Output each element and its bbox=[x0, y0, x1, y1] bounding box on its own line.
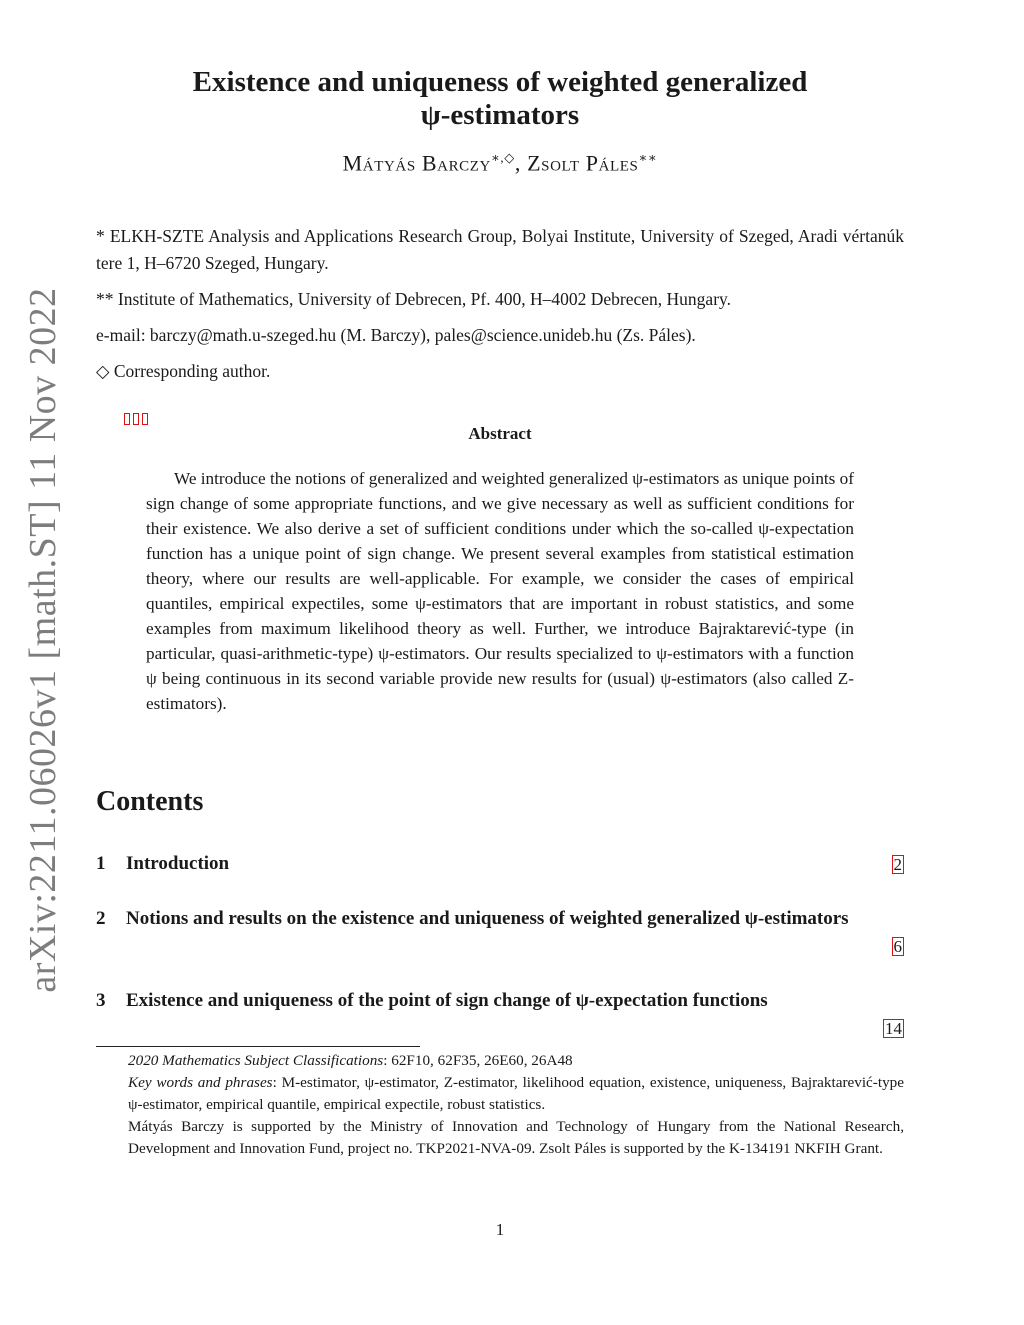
footnote-rule bbox=[96, 1046, 420, 1047]
keywords-label: Key words and phrases bbox=[128, 1074, 273, 1091]
toc-title: Introduction bbox=[126, 853, 230, 874]
toc-entry[interactable] bbox=[96, 987, 904, 1041]
toc-number: 3 bbox=[96, 990, 106, 1011]
toc-number: 2 bbox=[96, 908, 106, 929]
author-1-marks: ∗,◇ bbox=[491, 150, 515, 165]
toc-title: Notions and results on the existence and uniqueness of weighted generalized ψ-estimators bbox=[126, 908, 849, 929]
msc-label: 2020 Mathematics Subject Classifications bbox=[128, 1052, 384, 1069]
toc-page-link[interactable]: 2 bbox=[893, 855, 902, 874]
email-line: e-mail: barczy@math.u-szeged.hu (M. Barczy), pales@science.unideb.hu (Zs. Páles). bbox=[96, 325, 696, 345]
page-number: 1 bbox=[495, 1220, 505, 1239]
abstract-heading: Abstract bbox=[468, 424, 532, 443]
author-2-marks: ∗∗ bbox=[638, 150, 658, 165]
paper-title bbox=[96, 66, 904, 132]
msc-value: : 62F10, 62F35, 26E60, 26A48 bbox=[383, 1052, 573, 1069]
toc-page-link[interactable]: 6 bbox=[893, 937, 902, 956]
title-line-1: Existence and uniqueness of weighted generalized bbox=[192, 66, 808, 98]
abstract-text: We introduce the notions of generalized and weighted generalized ψ-estimators as unique points of sign change of some appropriate functions, and we give necessary as well as sufficient conditions for their existence. We also derive a set of sufficient conditions under which the so-called ψ-expectation function has a unique point of sign change. We present several examples from statistical estimation theory, where our results are well-applicable. For example, we consider the cases of empirical quantiles, empirical expectiles, some ψ-estimators that are important in robust statistics, and some examples from maximum likelihood theory as well. Further, we introduce Bajraktarević-type (in particular, quasi-arithmetic-type) ψ-estimators. Our results specialized to ψ-estimators with a function ψ being continuous in its second variable provide new results for (usual) ψ-estimators (also called Z-estimators). bbox=[146, 469, 854, 713]
author-list bbox=[96, 150, 904, 176]
toc-page-link[interactable]: 14 bbox=[885, 1019, 902, 1038]
msc-footnote bbox=[96, 1050, 904, 1072]
author-1: Mátyás Barczy bbox=[342, 150, 491, 176]
author-2: Zsolt Páles bbox=[527, 150, 639, 176]
toc-title: Existence and uniqueness of the point of sign change of ψ-expectation functions bbox=[126, 990, 768, 1011]
toc-entry[interactable] bbox=[96, 905, 904, 959]
affiliation-2: ** Institute of Mathematics, University of Debrecen, Pf. 400, H–4002 Debrecen, Hungary. bbox=[96, 289, 732, 309]
funding-footnote: Mátyás Barczy is supported by the Ministry of Innovation and Technology of Hungary from the National Research, Development and Innovation Fund, project no. TKP2021-NVA-09. Zsolt Páles is supported by the K-134191 NKFIH Grant. bbox=[128, 1118, 904, 1157]
toc-number: 1 bbox=[96, 853, 106, 874]
author-separator: , bbox=[514, 150, 528, 176]
keywords-value: : M-estimator, ψ-estimator, Z-estimator, likelihood equation, existence, uniqueness, Bajraktarević-type ψ-estimator, empirical quantile, empirical expectile, robust statistics. bbox=[128, 1074, 904, 1113]
footnotes bbox=[96, 1050, 904, 1160]
affiliation-1: * ELKH-SZTE Analysis and Applications Research Group, Bolyai Institute, University of Szeged, Aradi vértanúk tere 1, H–6720 Szeged, Hungary. bbox=[96, 226, 904, 273]
toc-entry[interactable] bbox=[96, 850, 904, 877]
title-line-2: ψ-estimators bbox=[420, 99, 580, 131]
corresponding-author: ◇ Corresponding author. bbox=[96, 361, 271, 381]
arxiv-identifier-stamp: arXiv:2211.06026v1 [math.ST] 11 Nov 2022 bbox=[22, 287, 64, 993]
contents-heading: Contents bbox=[96, 786, 204, 817]
keywords-footnote bbox=[96, 1072, 904, 1116]
